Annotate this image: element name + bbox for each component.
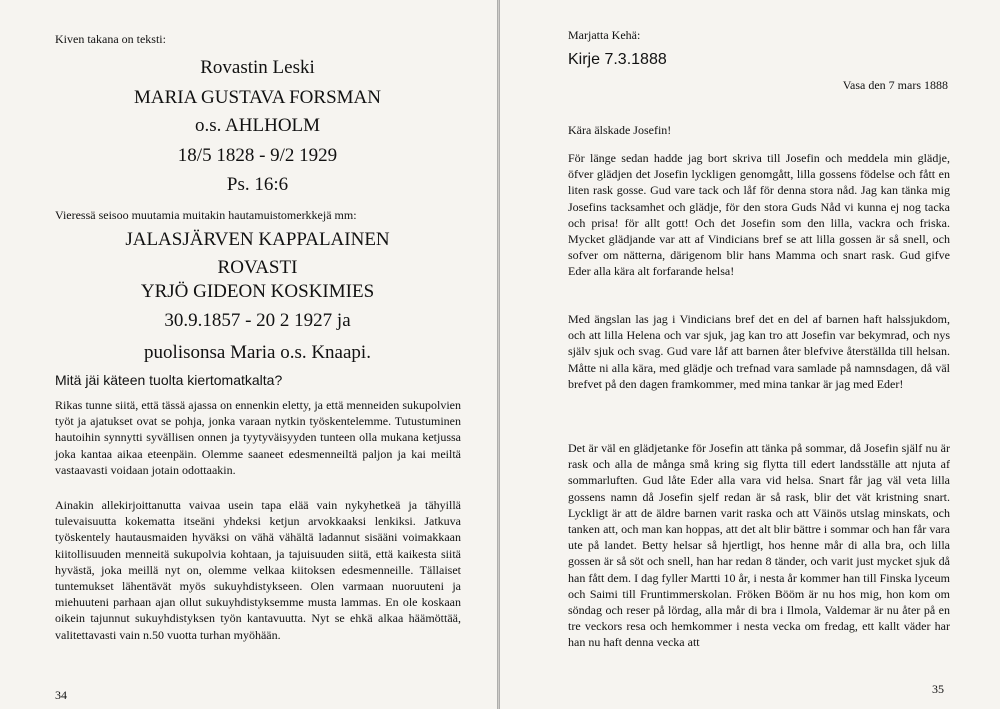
right-paragraph-2: Med ängslan las jag i Vindicians bref det en del af barnen haft halssjukdom, och att lilla Helena och var sjuk, jag kan tro att Josefin var bekymrad, och nys själv sjuk och svag. Gud vare låf att barnen åter blefvive återställda till helsan. Måtte ni alla kära, med glädje och trefnad vara samlade på namnsdagen, då väl brefvet på den dagen framkommer, med mina tankar är jag med Eder! [568, 312, 950, 391]
letter-greeting: Kära älskade Josefin! [568, 123, 672, 137]
second-inscription-line-3: YRJÖ GIDEON KOSKIMIES [140, 281, 375, 302]
letter-title: Kirje 7.3.1888 [568, 51, 667, 68]
left-paragraph-1: Rikas tunne siitä, että tässä ajassa on ennenkin eletty, ja että menneiden sukupolvien työt ja ajatukset ovat se pohja, jonka varaan nytkin työskentelemme. Tutustuminen hautoihin synnytti syvällisen onnen ja tyytyväisyyden tunteen olla mukana ketjussa joka kantaa aikaa eteenpäin. Olemme saaneet edesmenneiltä paljon ja kai meiltä vastaavasti voidaan jotain odottaakin. [55, 398, 461, 477]
intro-text: Kiven takana on teksti: [55, 32, 166, 46]
left-paragraph-2: Ainakin allekirjoittanutta vaivaa usein tapa elää vain nykyhetkeä ja tähyillä tulevaisuutta kokematta itseäni yhdeksi ketjun arvokkaaksi lenkiksi. Jatkuva työskentely hautausmaiden hyväksi on vähä vähältä ladannut sisääni voimakkaan kiitollisuuden menneitä sukupolvia kohtaan, ja tajuisuuden siitä, että kaikesta siitä hyvästä, joka meillä nyt on, olemme velkaa kiitoksen edesmenneille. Tällaiset tuntemukset lähentävät myös sukuyhdistykseen. Olen varmaan nuoruuteni ja miehuuteni parhaan ajan ollut sukuyhdistyksemme musta lammas. En ole koskaan oikein tajunnut sukuyhdistyksen työn kantavuutta. Nyt se ehkä alkaa häämöttää, valitettavasti vain n.50 vuotta turhan myöhään. [55, 498, 461, 642]
second-inscription-line-5: puolisonsa Maria o.s. Knaapi. [144, 342, 371, 363]
right-paragraph-3: Det är väl en glädjetanke för Josefin att tänka på sommar, då Josefin själf nu är rask och alla de många små kring sig flytta till edert landsställe att njuta af sommarluften. Gud låte Eder alla vara vid helsa. Snart får jag väl veta lilla gossens namn då Josefin sjelf redan är så rask, blir det vät kristning snart. Lyckligt är att de äldre barnen varit raska och att Väinös utslag minskats, och tanken att, och man kan hoppas, att det alt blir bättre i sommar och han får vara ute på landet. Betty helsar så hjertligt, hos henne mår di alla bra, och lilla gossen är så söt och snell, han har redan 8 tänder, och varit just mycket sjuk då han fått dem. I dag fyller Martti 10 år, i nesta år kommer han till Finska lyceum och Saimi till Fruntimmerskolan. Fröken Bööm är nu hos mig, hon kom om söndag och reser på lördag, alla mår di bra i Ilmola, Valdemar är nu åter på en tre veckors resa och hemkommer i nesta vecka om fredag, ett kallt väder har han nu haft denna vecka att [568, 441, 950, 650]
page-number-right: 35 [932, 682, 944, 696]
subheading: Vieressä seisoo muutamia muitakin hautamuistomerkkejä mm: [55, 208, 357, 222]
inscription-line-3: o.s. AHLHOLM [194, 115, 321, 136]
second-inscription-line-4: 30.9.1857 - 20 2 1927 ja [164, 310, 351, 331]
second-inscription-line-1: JALASJÄRVEN KAPPALAINEN [125, 229, 390, 250]
left-page [0, 0, 497, 709]
author-line: Marjatta Kehä: [568, 28, 641, 42]
second-inscription-line-2: ROVASTI [217, 257, 298, 278]
page-number-left: 34 [55, 688, 67, 702]
section-heading: Mitä jäi käteen tuolta kiertomatkalta? [55, 372, 283, 388]
letter-dateline: Vasa den 7 mars 1888 [842, 78, 948, 92]
inscription-line-5: Ps. 16:6 [226, 174, 289, 195]
right-paragraph-1: För länge sedan hadde jag bort skriva till Josefin och meddela min glädje, öfver glädjen det Josefin lyckligen genomgått, lilla gossens födelse och fått en liten rask gosse. Gud vare tack och låf för denna stora nåd. Jag kan tänka mig Josefins tacksamhet och glädje, för den stora Guds Nåd vi kunna ej nog tacka och prisa! för allt gott! Och det Josefin som den lilla, vackra och friska. Mycket glädjande var att af Vindicians bref se att lilla gossen är så snell, och sofver om nätterna, därigenom blir hans Mamma och snart rask. Gud gifve Eder alla kära alt forfarande helsa! [568, 151, 950, 279]
inscription-line-1: Rovastin Leski [200, 57, 315, 78]
inscription-line-2: MARIA GUSTAVA FORSMAN [134, 87, 381, 108]
inscription-line-4: 18/5 1828 - 9/2 1929 [177, 145, 338, 166]
